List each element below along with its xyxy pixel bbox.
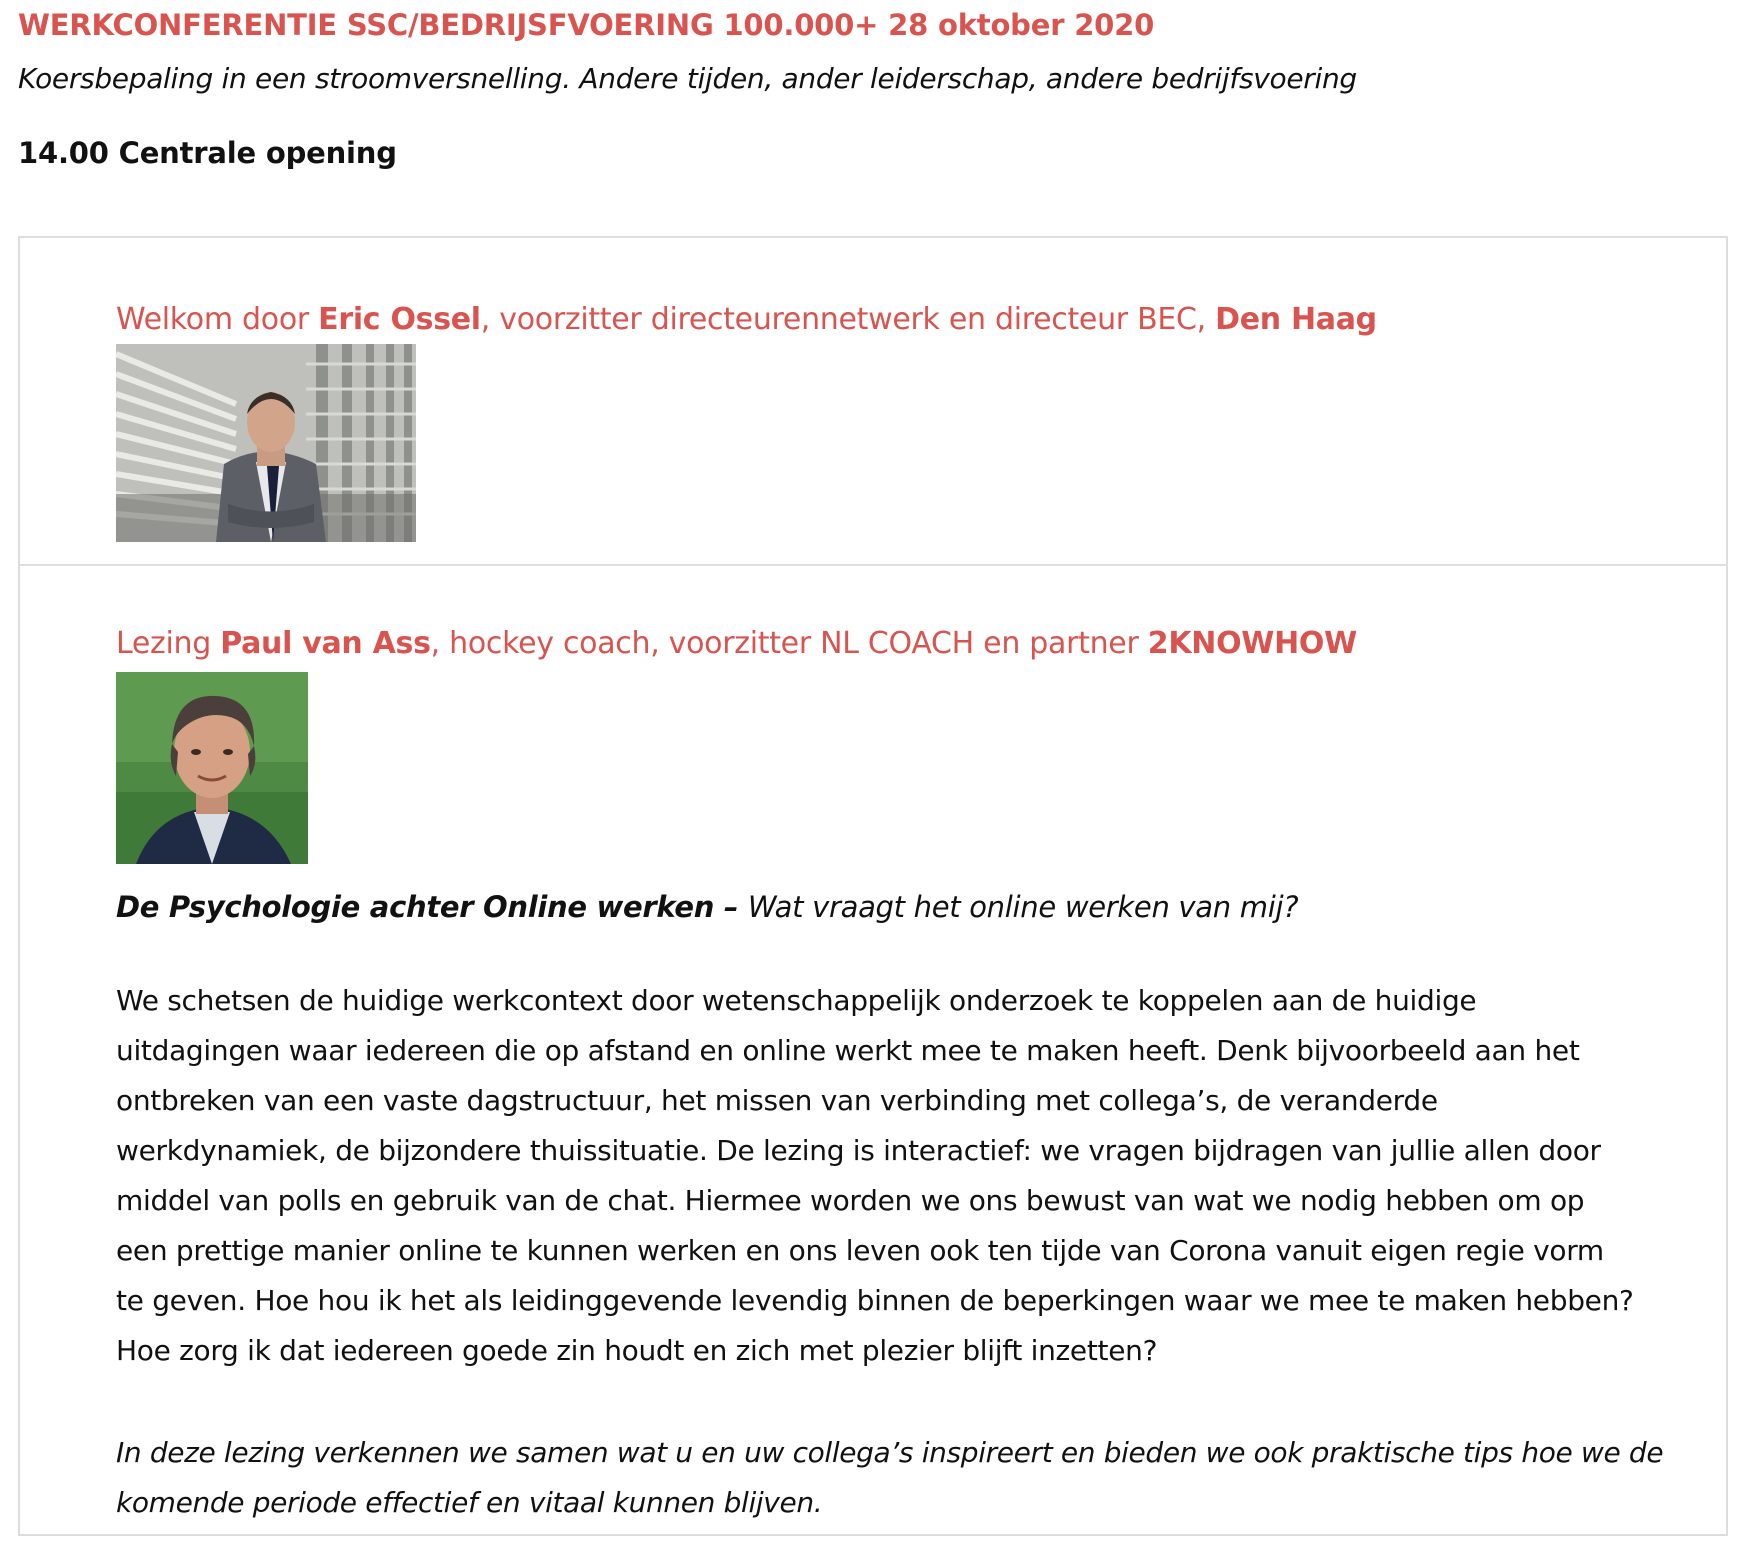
- table-row-divider: [20, 564, 1726, 566]
- lecture-closing-note: [116, 1428, 1716, 1528]
- closing-line: komende periode effectief en vitaal kunnen blijven.: [116, 1486, 823, 1519]
- description-line: Hoe zorg ik dat iedereen goede zin houdt en zich met plezier blijft inzetten?: [116, 1334, 1158, 1367]
- speaker-name: Paul van Ass: [220, 626, 431, 661]
- description-line: We schetsen de huidige werkcontext door wetenschappelijk onderzoek te koppelen aan de huidige: [116, 984, 1477, 1017]
- session-title-lecture: [116, 626, 1357, 661]
- description-line: middel van polls en gebruik van de chat. Hiermee worden we ons bewust van wat we nodig hebben om op: [116, 1184, 1585, 1217]
- session-prefix: Lezing: [116, 626, 221, 661]
- program-table: [18, 236, 1728, 1536]
- description-line: werkdynamiek, de bijzondere thuissituatie. De lezing is interactief: we vragen bijdragen van jullie allen door: [116, 1134, 1601, 1167]
- session-prefix: Welkom door: [116, 302, 319, 337]
- conference-subtitle: Koersbepaling in een stroomversnelling. Andere tijden, ander leiderschap, andere bedrijfsvoering: [18, 62, 1357, 95]
- speaker-organisation: 2KNOWHOW: [1147, 626, 1357, 661]
- closing-line: In deze lezing verkennen we samen wat u en uw collega’s inspireert en bieden we ook praktische tips hoe we de: [116, 1436, 1664, 1469]
- opening-time-heading: 14.00 Centrale opening: [18, 136, 397, 170]
- description-line: een prettige manier online te kunnen werken en ons leven ook ten tijde van Corona vanuit eigen regie vorm: [116, 1234, 1604, 1267]
- speaker-role: , voorzitter directeurennetwerk en directeur BEC,: [480, 302, 1216, 337]
- session-title-welcome: [116, 302, 1377, 337]
- description-line: uitdagingen waar iedereen die op afstand en online werkt mee te maken heeft. Denk bijvoorbeeld aan het: [116, 1034, 1580, 1067]
- lecture-subtitle: Wat vraagt het online werken van mij?: [747, 890, 1299, 924]
- speaker-name: Eric Ossel: [318, 302, 481, 337]
- speaker-organisation: Den Haag: [1215, 302, 1377, 337]
- speaker-photo-eric-ossel: [116, 344, 416, 542]
- lecture-title: De Psychologie achter Online werken –: [116, 890, 748, 924]
- lecture-description: [116, 976, 1716, 1376]
- speaker-photo-paul-van-ass: [116, 672, 308, 864]
- lecture-heading: [116, 890, 1298, 924]
- conference-headline: WERKCONFERENTIE SSC/BEDRIJSFVOERING 100.000+ 28 oktober 2020: [18, 8, 1155, 42]
- speaker-role: , hockey coach, voorzitter NL COACH en partner: [430, 626, 1148, 661]
- description-line: te geven. Hoe hou ik het als leidinggevende levendig binnen de beperkingen waar we mee te maken hebben?: [116, 1284, 1634, 1317]
- description-line: ontbreken van een vaste dagstructuur, het missen van verbinding met collega’s, de veranderde: [116, 1084, 1438, 1117]
